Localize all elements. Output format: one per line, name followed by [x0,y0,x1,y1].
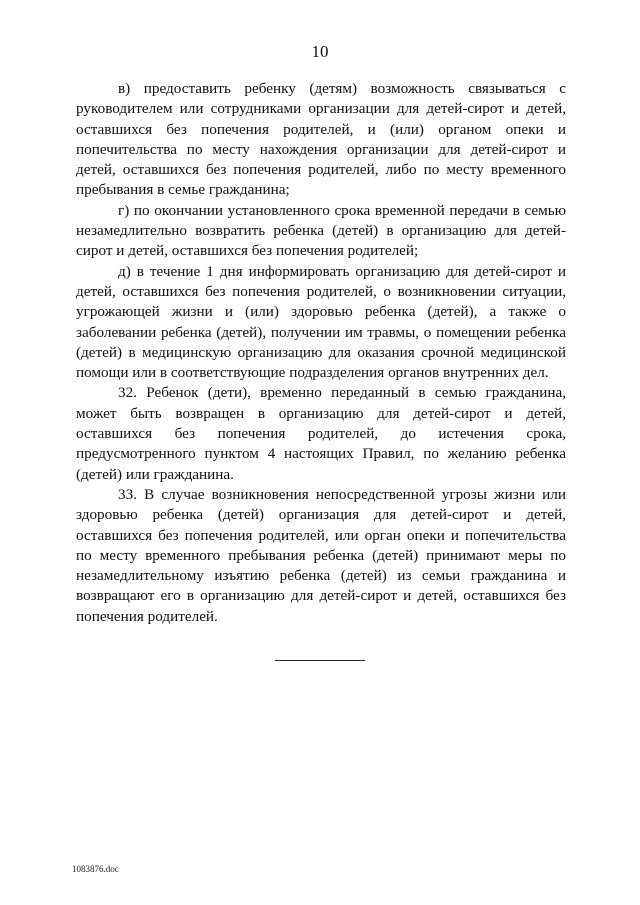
document-filename: 1083876.doc [72,864,119,874]
paragraph-item-v: в) предоставить ребенку (детям) возможность связываться с руководителем или сотрудниками организации для детей-сирот и детей, оставшихся без попечения родителей, и (или) органом опеки и попечительства по месту нахождения организации для детей-сирот и детей, оставшихся без попечения родителей, либо по месту временного пребывания в семье гражданина; [76,80,566,199]
page-number: 10 [311,42,329,61]
paragraph-clause-32: 32. Ребенок (дети), временно переданный в семью гражданина, может быть возвращен в организацию для детей-сирот и детей, оставшихся без попечения родителей, до истечения срока, предусмотренного пунктом 4 настоящих Правил, по желанию ребенка (детей) или гражданина. [76,384,566,483]
document-body [76,79,566,627]
paragraph-item-d: д) в течение 1 дня информировать организацию для детей-сирот и детей, оставшихся без попечения родителей, о возникновении ситуации, угрожающей жизни и (или) здоровью ребенка (детей), а также о заболевании ребенка (детей), получении им травмы, о помещении ребенка (детей) в медицинскую организацию для оказания срочной медицинской помощи или в соответствующие подразделения органов внутренних дел. [76,262,566,382]
end-divider [275,660,365,661]
paragraph-item-g: г) по окончании установленного срока временной передачи в семью незамедлительно возвратить ребенка (детей) в организацию для детей-сирот и детей, оставшихся без попечения родителей; [76,201,566,260]
paragraph-clause-33: 33. В случае возникновения непосредственной угрозы жизни или здоровью ребенка (детей) организация для детей-сирот и детей, оставшихся без попечения родителей, или орган опеки и попечительства по месту временного пребывания ребенка (детей) принимают меры по незамедлительному изъятию ребенка (детей) из семьи гражданина и возвращают его в организацию для детей-сирот и детей, оставшихся без попечения родителей. [76,485,566,625]
